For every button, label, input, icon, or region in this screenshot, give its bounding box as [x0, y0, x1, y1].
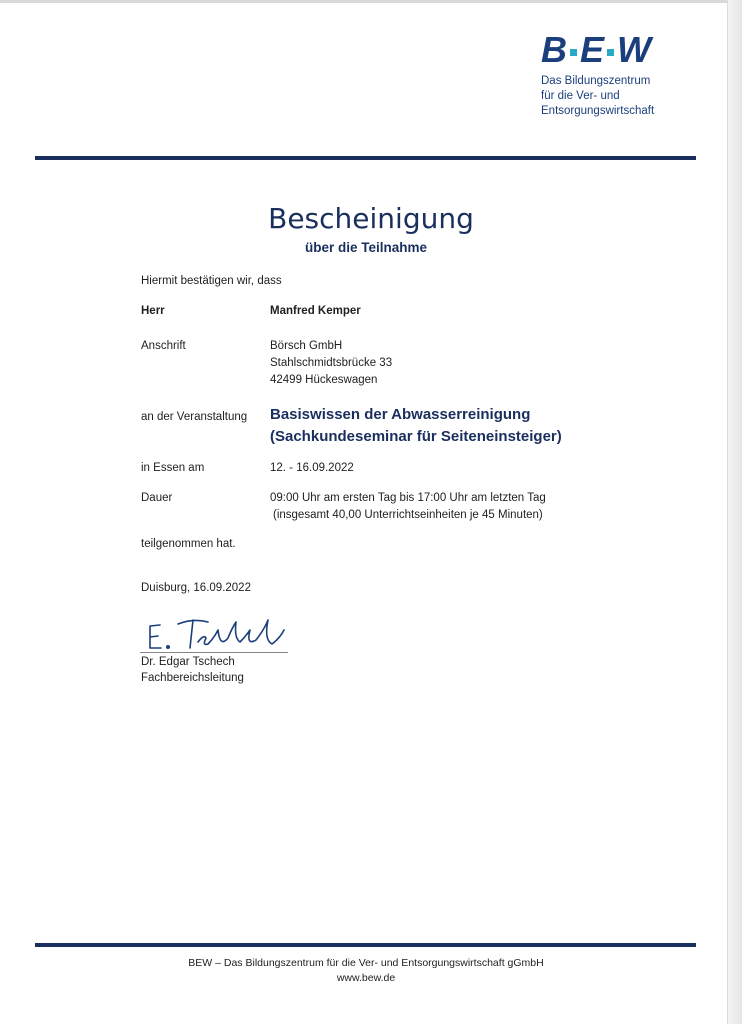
event-title-line: (Sachkundeseminar für Seiteneinsteiger)	[270, 428, 562, 445]
event-title	[270, 404, 562, 448]
logo-dot-icon	[570, 49, 577, 56]
logo-tagline-line: Entsorgungswirtschaft	[541, 105, 655, 117]
footer-company: BEW – Das Bildungszentrum für die Ver- und Entsorgungswirtschaft gGmbH	[188, 957, 544, 969]
salutation-label: Herr	[141, 305, 165, 317]
signatory-name: Dr. Edgar Tschech	[141, 656, 235, 668]
signature-icon	[138, 608, 292, 656]
logo-mark	[541, 30, 691, 70]
event-label: an der Veranstaltung	[141, 411, 248, 423]
logo-dot-icon	[607, 49, 614, 56]
footer-website: www.bew.de	[336, 972, 396, 984]
bew-logo	[541, 30, 691, 119]
intro-text: Hiermit bestätigen wir, dass	[141, 275, 282, 287]
signature-line	[140, 652, 288, 653]
duration-label: Dauer	[141, 492, 173, 504]
footer-divider	[35, 943, 696, 947]
address-line: Börsch GmbH	[270, 340, 343, 352]
place-date: Duisburg, 16.09.2022	[141, 582, 251, 594]
signatory-role: Fachbereichsleitung	[141, 672, 244, 684]
duration-line: (insgesamt 40,00 Unterrichtseinheiten je 45 Minuten)	[273, 509, 543, 521]
location-label: in Essen am	[141, 462, 205, 474]
footer	[0, 956, 732, 986]
document-title: Bescheinigung	[268, 202, 474, 235]
event-title-line: Basiswissen der Abwasserreinigung	[270, 406, 531, 423]
participant-name: Manfred Kemper	[270, 305, 361, 317]
logo-tagline-line: Das Bildungszentrum	[541, 75, 651, 87]
document-subtitle: über die Teilnahme	[304, 240, 428, 255]
header-divider	[35, 156, 696, 160]
closing-text: teilgenommen hat.	[141, 538, 236, 550]
logo-tagline-line: für die Ver- und	[541, 90, 620, 102]
logo-letter-b: B	[541, 29, 567, 70]
address-line: Stahlschmidtsbrücke 33	[270, 357, 393, 369]
address-line: 42499 Hückeswagen	[270, 374, 378, 386]
logo-letter-e: E	[580, 29, 605, 70]
event-dates: 12. - 16.09.2022	[270, 462, 354, 474]
address-label: Anschrift	[141, 340, 186, 352]
address-block	[270, 338, 392, 389]
duration-block	[270, 490, 546, 524]
scan-top-edge	[0, 0, 742, 3]
scan-page-edge	[727, 0, 742, 1024]
logo-letter-w: W	[617, 29, 651, 70]
logo-tagline	[541, 74, 691, 119]
duration-line: 09:00 Uhr am ersten Tag bis 17:00 Uhr am letzten Tag	[270, 492, 546, 504]
